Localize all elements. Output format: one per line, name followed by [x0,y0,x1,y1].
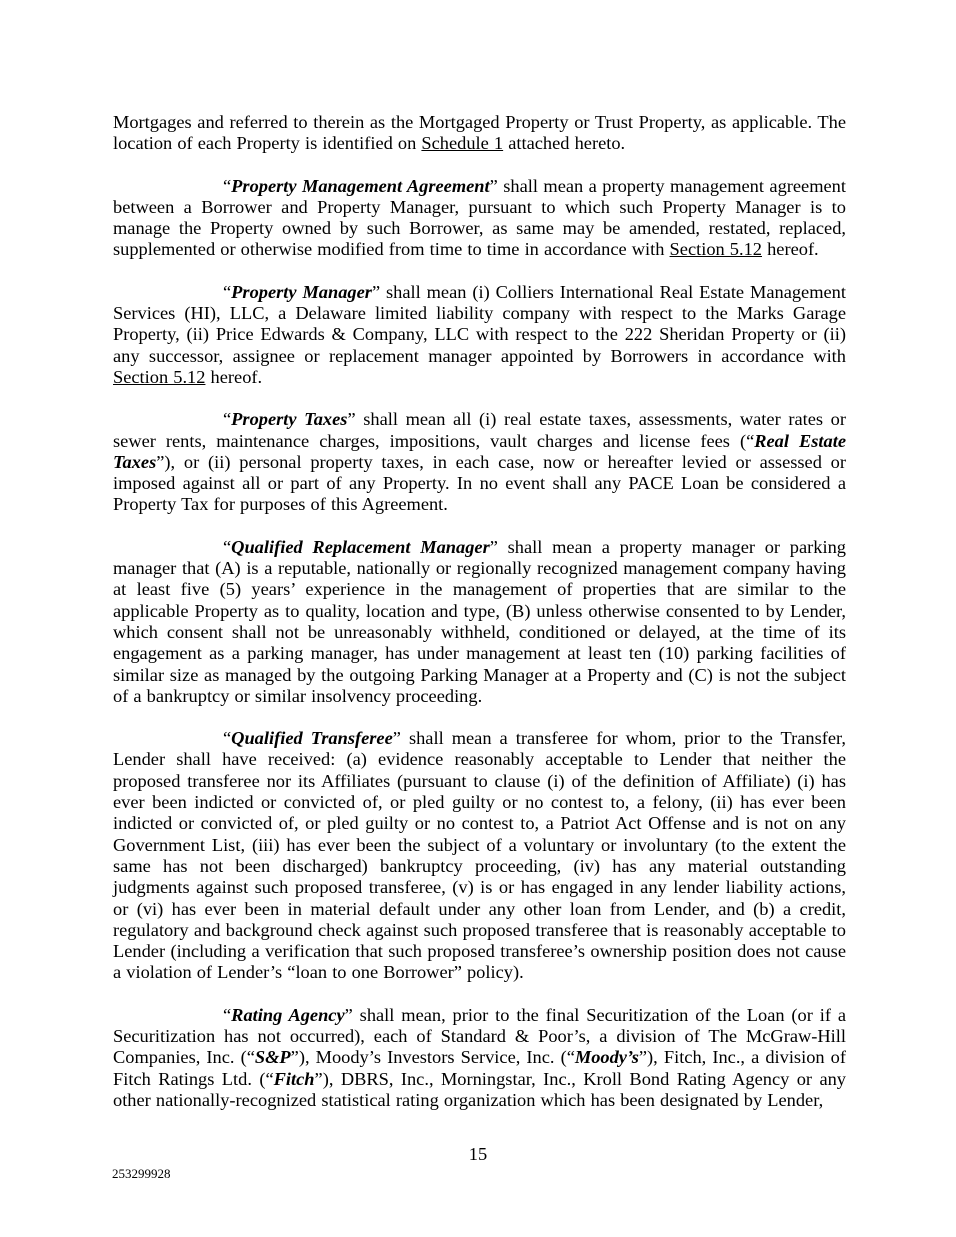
text-run: ”), Moody’s Investors Service, Inc. (“ [290,1047,575,1068]
paragraph-mortgaged-property [113,112,846,155]
page-number: 15 [468,1144,488,1164]
text-run: ”), DBRS, Inc., Morningstar, Inc., Kroll Bond Rating Agency or any other nationally-recognized statistical rating organization which has been designated by Lender, [113,1068,846,1110]
defined-term: Qualified Replacement Manager [231,536,490,557]
text-run: ”), or (ii) personal property taxes, in each case, now or hereafter levied or assessed or imposed against all or part of any Property. In no event shall any PACE Loan be considered a Property Tax for purposes of this Agreement. [113,451,846,515]
text-run: hereof. [762,239,819,260]
text-run: “ [223,409,232,430]
defined-term: Fitch [273,1068,315,1089]
section-reference: Section 5.12 [669,239,762,260]
text-run: ” shall mean (i) Colliers International Real Estate Management Services (HI), LLC, a Delaware limited liability company with respect to the Marks Garage Property, (ii) Price Edwards & Company, LLC with respect to the 222 Sheridan Property or (ii) any successor, assignee or replacement manager appointed by Borrowers in accordance with [113,281,846,366]
defined-term: Rating Agency [231,1004,345,1025]
text-run: ” shall mean a property management agreement between a Borrower and Property Manager, pursuant to which such Property Manager is to manage the Property owned by such Borrower, as same may be amended, restated, replaced, supplemented or otherwise modified from time to time in accordance with [113,175,846,260]
paragraph-property-taxes [113,409,846,515]
defined-term: Property Taxes [231,409,348,430]
text-run: hereof. [205,366,263,387]
text-run: “ [223,536,232,557]
text-run: “ [223,728,232,749]
text-run: “ [223,281,232,302]
paragraph-property-management-agreement [113,176,846,261]
text-run: “ [223,175,232,196]
paragraph-rating-agency [113,1005,846,1111]
text-run: ” shall mean a transferee for whom, prior to the Transfer, Lender shall have received: (a) evidence reasonably acceptable to Lender that neither the proposed transferee nor its Affiliates (pursuant to clause (i) of the definition of Affiliate) (i) has ever been indicted or convicted of, or pled guilty or no contest to, a felony, (ii) has ever been indicted or convicted of, or pled guilty or no contest to, a Patriot Act Offense and is not on any Government List, (iii) has ever been the subject of a voluntary or involuntary (to the extent the same has not been discharged) bankruptcy proceeding, (iv) has any material outstanding judgments against such proposed transferee, (v) is or has engaged in any lender liability actions, or (vi) has ever been in material default under any other loan from Lender, and (b) a credit, regulatory and background check against such proposed transferee that is reasonably acceptable to Lender (including a verification that such proposed transferee’s ownership position does not cause a violation of Lender’s “loan to one Borrower” policy). [113,728,846,983]
text-run: ” shall mean, prior to the final Securitization of the Loan (or if a Securitization has not occurred), each of Standard & Poor’s, a division of The McGraw-Hill Companies, Inc. (“ [113,1004,846,1068]
text-run: “ [223,1004,232,1025]
document-id-footer: 253299928 [112,1166,171,1181]
section-reference: Schedule 1 [421,133,504,154]
defined-term: Property Management Agreement [231,175,490,196]
text-run: ” shall mean all (i) real estate taxes, assessments, water rates or sewer rents, maintenance charges, impositions, vault charges and license fees (“ [113,409,846,451]
text-run: attached hereto. [503,133,626,154]
defined-term: S&P [254,1047,291,1068]
text-run: ” shall mean a property manager or parking manager that (A) is a reputable, nationally or regionally recognized management company having at least five (5) years’ experience in the management of properties that are similar to the applicable Property as to quality, location and type, (B) unless otherwise consented to by Lender, which consent shall not be unreasonably withheld, conditioned or delayed, at the time of its engagement as a parking manager, has under management at least ten (10) parking facilities of similar size as managed by the outgoing Parking Manager at a Property and (C) is not the subject of a bankruptcy or similar insolvency proceeding. [113,536,846,706]
paragraph-qualified-transferee [113,728,846,984]
paragraph-qualified-replacement-manager [113,537,846,707]
defined-term: Moody’s [574,1047,639,1068]
document-body [113,112,846,1132]
defined-term: Real Estate Taxes [113,430,846,472]
defined-term: Property Manager [231,281,372,302]
defined-term: Qualified Transferee [231,728,393,749]
paragraph-property-manager [113,282,846,388]
text-run: Mortgages and referred to therein as the Mortgaged Property or Trust Property, as applicable. The location of each Property is identified on [113,112,846,154]
section-reference: Section 5.12 [113,366,206,387]
text-run: ”), Fitch, Inc., a division of Fitch Ratings Ltd. (“ [113,1047,846,1089]
